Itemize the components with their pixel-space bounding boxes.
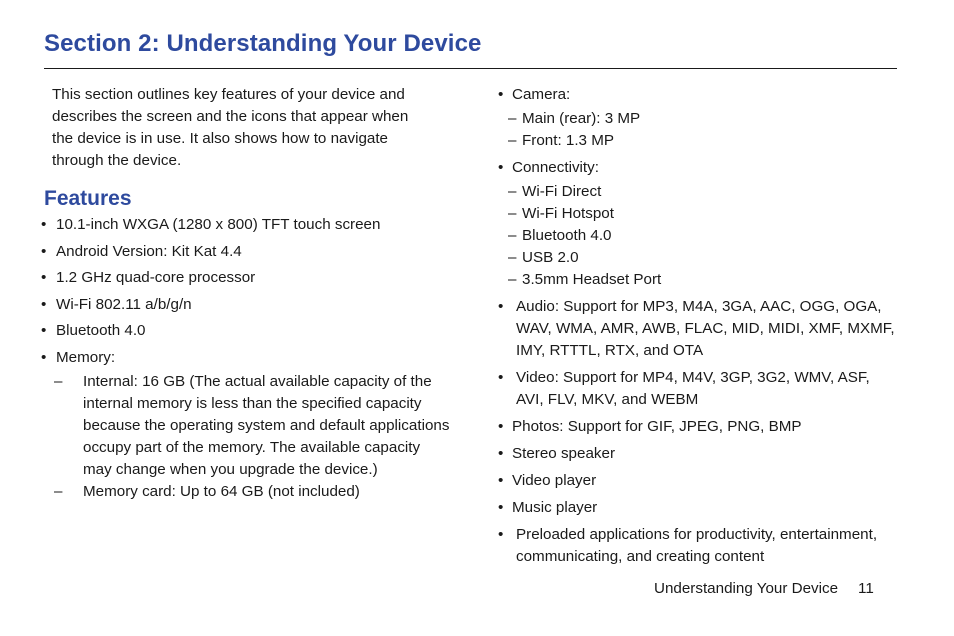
sub-list-item xyxy=(56,481,452,503)
list-item xyxy=(41,320,452,342)
connectivity-sublist xyxy=(498,181,898,291)
sub-list-item xyxy=(498,108,898,130)
feature-camera: Camera: xyxy=(512,86,571,103)
intro-paragraph: This section outlines key features of your device and describes the screen and the icons that appear when the device is in use. It also shows how to navigate through the device. xyxy=(52,86,409,169)
bullet-icon: • xyxy=(41,322,47,339)
list-item xyxy=(498,443,898,465)
footer-section-label: Understanding Your Device xyxy=(654,580,839,597)
memory-sublist xyxy=(56,371,452,503)
feature-screen: 10.1-inch WXGA (1280 x 800) TFT touch screen xyxy=(56,216,381,233)
sub-list-item xyxy=(498,269,898,291)
list-item xyxy=(498,367,898,411)
list-item xyxy=(41,347,452,503)
sub-list-item xyxy=(498,225,898,247)
feature-stereo-speaker: Stereo speaker xyxy=(512,445,615,462)
bullet-icon: • xyxy=(498,86,504,103)
feature-connectivity: Connectivity: xyxy=(512,159,599,176)
feature-video: Video: Support for MP4, M4V, 3GP, 3G2, WMV, ASF, AVI, FLV, MKV, and WEBM xyxy=(516,369,870,408)
dash-icon: – xyxy=(54,372,63,390)
list-item xyxy=(41,241,452,263)
bullet-icon: • xyxy=(498,445,504,462)
bullet-icon: • xyxy=(41,348,47,366)
dash-icon: – xyxy=(508,110,517,127)
list-item xyxy=(41,214,452,236)
feature-wifi: Wi-Fi 802.11 a/b/g/n xyxy=(56,295,192,313)
feature-memory: Memory: xyxy=(56,348,116,366)
feature-video-player: Video player xyxy=(512,472,597,489)
camera-main: Main (rear): 3 MP xyxy=(522,110,641,127)
dash-icon: – xyxy=(508,132,517,149)
bullet-icon: • xyxy=(498,472,504,489)
connectivity-headset-port: 3.5mm Headset Port xyxy=(522,271,662,288)
sub-list-item xyxy=(56,371,452,481)
connectivity-wifi-direct: Wi-Fi Direct xyxy=(522,183,602,200)
dash-icon: – xyxy=(508,183,517,200)
bullet-icon: • xyxy=(41,269,47,286)
title-divider xyxy=(44,68,897,69)
feature-preloaded-apps: Preloaded applications for productivity, entertainment, communicating, and creating content xyxy=(516,526,878,565)
list-item xyxy=(498,497,898,519)
list-item xyxy=(498,296,898,362)
dash-icon: – xyxy=(54,482,63,500)
list-item xyxy=(498,416,898,438)
list-item xyxy=(498,524,898,568)
bullet-icon: • xyxy=(498,526,504,543)
feature-photos: Photos: Support for GIF, JPEG, PNG, BMP xyxy=(512,418,802,435)
dash-icon: – xyxy=(508,227,517,244)
feature-processor: 1.2 GHz quad-core processor xyxy=(56,269,256,286)
footer-page-number: 11 xyxy=(858,580,874,597)
connectivity-wifi-hotspot: Wi-Fi Hotspot xyxy=(522,205,614,222)
sub-list-item xyxy=(498,203,898,225)
bullet-icon: • xyxy=(498,159,504,176)
bullet-icon: • xyxy=(498,499,504,516)
list-item xyxy=(498,470,898,492)
feature-android-version: Android Version: Kit Kat 4.4 xyxy=(56,242,242,260)
feature-bluetooth: Bluetooth 4.0 xyxy=(56,322,146,339)
list-item xyxy=(41,267,452,289)
feature-music-player: Music player xyxy=(512,499,598,516)
list-item xyxy=(498,84,898,152)
sub-list-item xyxy=(498,247,898,269)
right-column xyxy=(498,84,898,573)
memory-internal: Internal: 16 GB (The actual available capacity of the internal memory is less than the specified capacity because the operating system and default applications occupy part of the memory. The available capacity may change when you upgrade the device.) xyxy=(83,372,450,478)
dash-icon: – xyxy=(508,205,517,222)
bullet-icon: • xyxy=(498,298,504,315)
list-item xyxy=(498,157,898,291)
bullet-icon: • xyxy=(498,369,504,386)
bullet-icon: • xyxy=(41,242,47,260)
features-list-continued xyxy=(498,84,898,568)
bullet-icon: • xyxy=(41,295,47,313)
page-title: Section 2: Understanding Your Device xyxy=(44,30,482,57)
connectivity-bluetooth: Bluetooth 4.0 xyxy=(522,227,612,244)
features-heading: Features xyxy=(44,187,132,210)
sub-list-item xyxy=(498,181,898,203)
feature-audio: Audio: Support for MP3, M4A, 3GA, AAC, OGG, OGA, WAV, WMA, AMR, AWB, FLAC, MID, MIDI, XMF, MXMF, IMY, RTTTL, RTX, and OTA xyxy=(516,298,895,359)
left-column xyxy=(41,84,452,507)
dash-icon: – xyxy=(508,249,517,266)
camera-front: Front: 1.3 MP xyxy=(522,132,615,149)
features-list xyxy=(41,214,452,503)
list-item xyxy=(41,294,452,316)
sub-list-item xyxy=(498,130,898,152)
bullet-icon: • xyxy=(498,418,504,435)
bullet-icon: • xyxy=(41,216,47,233)
camera-sublist xyxy=(498,108,898,152)
connectivity-usb: USB 2.0 xyxy=(522,249,579,266)
memory-card: Memory card: Up to 64 GB (not included) xyxy=(83,482,360,500)
dash-icon: – xyxy=(508,271,517,288)
